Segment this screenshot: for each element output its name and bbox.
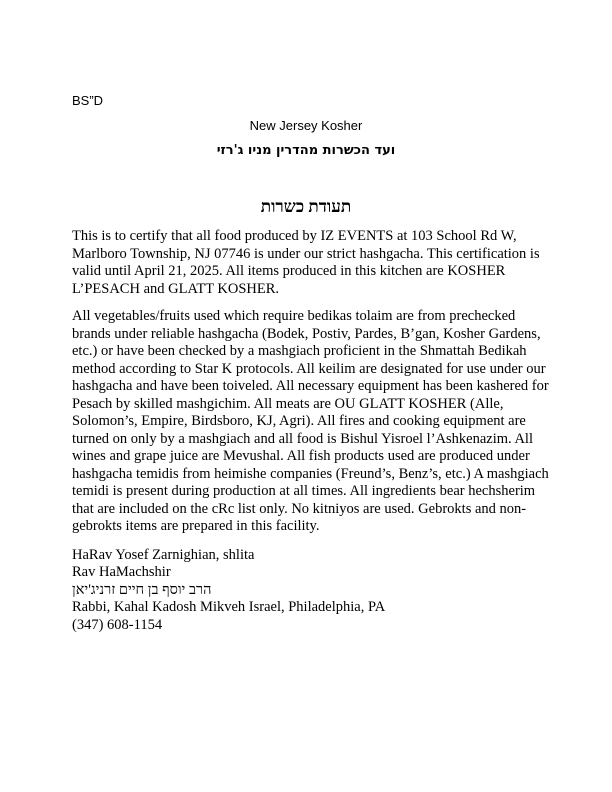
signer-phone: (347) 608-1154 (72, 616, 163, 633)
text-line: gebrokts items are prepared in this facility. (72, 518, 320, 534)
details-paragraph (72, 308, 549, 536)
certificate-title-hebrew: תעודת כשרות (260, 197, 352, 216)
text-line: Solomon’s, Empire, Birdsboro, KJ, Agri). All fires and cooking equipment are (72, 413, 526, 429)
signer-affiliation: Rabbi, Kahal Kadosh Mikveh Israel, Philadelphia, PA (72, 599, 386, 616)
signer-name: HaRav Yosef Zarnighian, shlita (72, 546, 255, 563)
text-line: valid until April 21, 2025. All items produced in this kitchen are KOSHER (72, 263, 506, 279)
signer-title: Rav HaMachshir (72, 564, 171, 581)
text-line: This is to certify that all food produced by IZ EVENTS at 103 School Rd W, (72, 228, 517, 244)
org-name-english: New Jersey Kosher (249, 118, 363, 133)
text-line: Marlboro Township, NJ 07746 is under our strict hashgacha. This certification is (72, 245, 540, 262)
text-line: turned on only by a mashgiach and all food is Bishul Yisroel l’Ashkenazim. All (72, 430, 533, 447)
text-line: Pesach by skilled mashgichim. All meats are OU GLATT KOSHER (Alle, (72, 395, 504, 412)
certification-paragraph (72, 228, 540, 298)
text-line: etc.) or have been checked by a mashgiach proficient in the Shmattah Bedikah (72, 343, 527, 359)
text-line: brands under reliable hashgacha (Bodek, Postiv, Pardes, B’gan, Kosher Gardens, (72, 325, 541, 342)
signer-name-hebrew: הרב יוסף בן חיים זרניג'יאן (72, 581, 212, 598)
text-line: hashgacha temidis from heimishe companies (Freund’s, Benz’s, etc.) A mashgiach (72, 465, 549, 482)
text-line: L’PESACH and GLATT KOSHER. (72, 280, 280, 297)
text-line: method according to Star K protocols. All keilim are designated for use under our (72, 360, 546, 377)
text-line: hashgacha and have been toiveled. All necessary equipment has been kashered for (72, 378, 549, 394)
text-line: temidi is present during production at all times. All ingredients bear hechsherim (72, 483, 536, 499)
text-line: that are included on the cRc list only. No kitniyos are used. Gebrokts and non- (72, 500, 527, 517)
bsd-mark: BS”D (72, 93, 104, 108)
signature-block (72, 547, 540, 635)
org-name-hebrew: ועד הכשרות מהדרין מניו ג'רזי (216, 143, 396, 158)
text-line: All vegetables/fruits used which require bedikas tolaim are from prechecked (72, 308, 516, 324)
text-line: wines and grape juice are Mevushal. All fish products used are produced under (72, 448, 530, 464)
